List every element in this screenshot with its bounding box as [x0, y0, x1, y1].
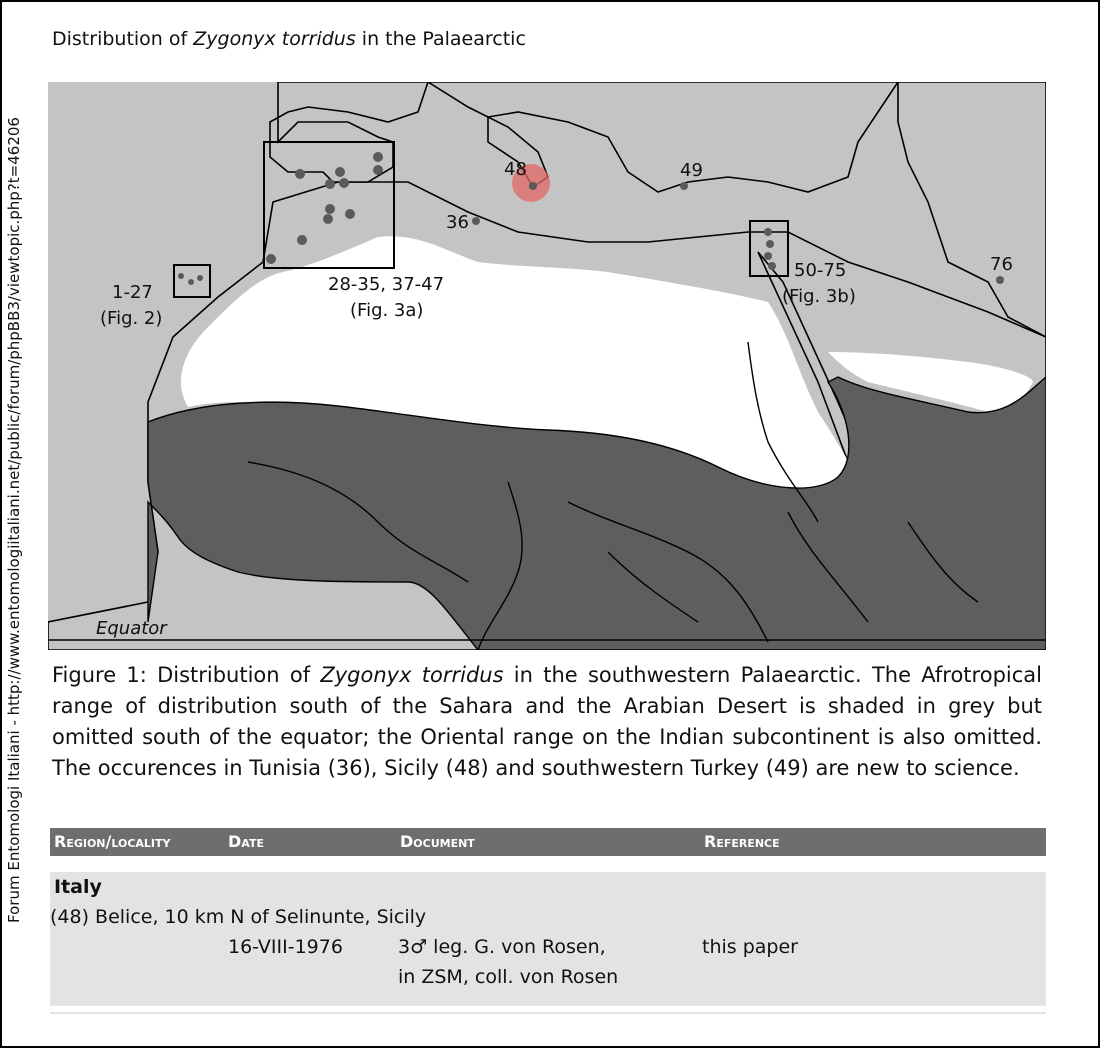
dot-levant-2 — [766, 240, 774, 248]
dot-morocco-1 — [325, 204, 335, 214]
dot-morocco-3 — [323, 214, 333, 224]
dot-uae — [996, 276, 1004, 284]
side-watermark: Forum Entomologi Italiani - http://www.entomologiitaliani.net/public/forum/phpBB3/viewtopic.php?t=46206 — [5, 117, 23, 923]
caption-text: in the southwestern Palaearctic. The Afrotropical range of distribution south of the Sahara and the Arabian Desert is shaded in grey but omitted south of the equator; the Oriental range on the Indian subcontinent is also omitted. The occurences in Tunisia (36), Sicily (48) and southwestern Turkey (49) are new to science. — [52, 663, 1042, 780]
dot-morocco-2 — [345, 209, 355, 219]
dot-turkey — [680, 182, 688, 190]
document-line-2: in ZSM, coll. von Rosen — [398, 966, 619, 988]
header-date: Date — [228, 832, 264, 851]
title-before: Distribution of — [52, 28, 194, 50]
table-header — [50, 828, 1046, 856]
dot-levant-3 — [764, 252, 772, 260]
dot-iberia-5 — [373, 152, 383, 162]
document-line-1: 3♂ leg. G. von Rosen, — [398, 936, 606, 958]
reference: this paper — [702, 936, 798, 958]
record-date: 16-VIII-1976 — [228, 936, 343, 958]
table-bottom-rule — [50, 1012, 1046, 1014]
title-species: Zygonyx torridus — [193, 28, 356, 50]
label-50-75: 50-75 — [794, 260, 847, 281]
page-title — [52, 28, 526, 50]
header-region: Region/locality — [54, 832, 171, 851]
label-1-27: 1-27 — [112, 282, 153, 303]
country-name: Italy — [54, 876, 102, 898]
dot-morocco-4 — [297, 235, 307, 245]
label-49: 49 — [680, 160, 703, 181]
caption-species: Zygonyx torridus — [320, 663, 504, 687]
caption-prefix: Figure 1: Distribution of — [52, 663, 321, 687]
dot-canary-2 — [188, 279, 194, 285]
label-equator: Equator — [96, 618, 167, 639]
locality: (48) Belice, 10 km N of Selinunte, Sicily — [50, 906, 427, 928]
dot-levant-4 — [768, 262, 776, 270]
dot-iberia-4 — [325, 179, 335, 189]
figure-caption — [52, 660, 1042, 784]
dot-iberia-1 — [295, 169, 305, 179]
dot-iberia-2 — [335, 167, 345, 177]
label-fig3b: (Fig. 3b) — [782, 286, 856, 307]
label-48: 48 — [504, 159, 527, 180]
label-fig2: (Fig. 2) — [100, 308, 163, 329]
label-fig3a: (Fig. 3a) — [350, 300, 424, 321]
dot-sicily — [529, 182, 537, 190]
header-reference: Reference — [704, 832, 780, 851]
label-36: 36 — [446, 212, 469, 233]
header-document: Document — [400, 832, 475, 851]
dot-iberia-6 — [373, 165, 383, 175]
dot-canary-3 — [197, 275, 203, 281]
title-after: in the Palaearctic — [355, 28, 526, 50]
dot-morocco-5 — [266, 254, 276, 264]
label-28-47: 28-35, 37-47 — [328, 274, 445, 295]
dot-canary-1 — [178, 273, 184, 279]
table-body — [50, 872, 1046, 1006]
dot-levant-1 — [764, 228, 772, 236]
distribution-map — [48, 82, 1046, 650]
label-76: 76 — [990, 254, 1013, 275]
dot-iberia-3 — [339, 178, 349, 188]
dot-tunisia — [472, 217, 480, 225]
